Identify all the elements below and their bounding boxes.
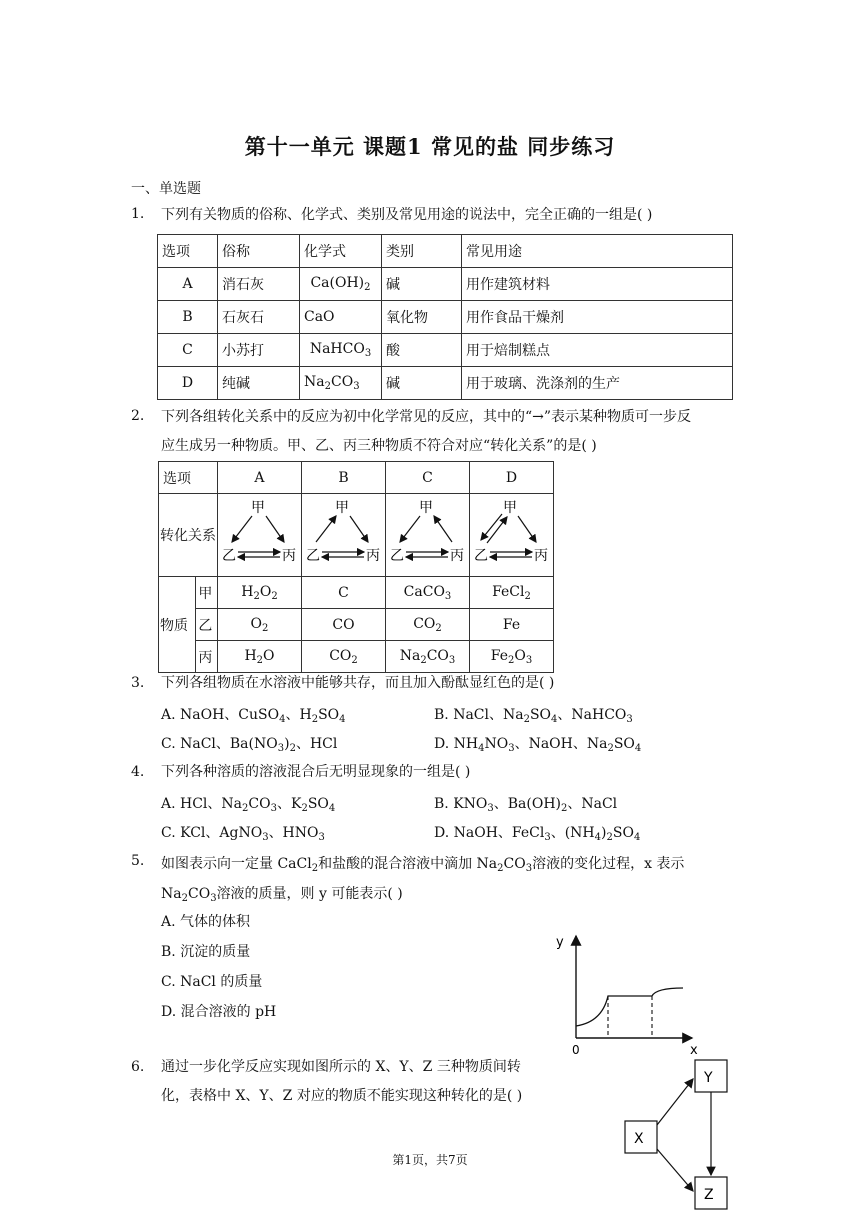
- q5-option-a: A. 气体的体积: [161, 914, 251, 930]
- node-bing: 丙: [449, 548, 464, 564]
- q5-option-c: C. NaCl 的质量: [161, 974, 263, 990]
- q5-line2: $Na_2CO_3$溶液的质量，则 y 可能表示( ): [161, 886, 403, 904]
- q6-diagram: [620, 1055, 740, 1215]
- table-row: [158, 334, 733, 367]
- q6-number: 6.: [131, 1059, 145, 1075]
- q1-number: 1.: [131, 206, 145, 222]
- conversion-diagram-b: [302, 494, 385, 572]
- table-row: [158, 268, 733, 301]
- node-yi: 乙: [221, 548, 236, 564]
- q4-option-d: D. NaOH、FeCl$_3$、$(NH_4)_2SO_4$: [434, 825, 641, 843]
- node-jia: 甲: [502, 500, 517, 516]
- q5-option-b: B. 沉淀的质量: [161, 944, 251, 960]
- q5-graph: [550, 930, 700, 1060]
- node-yi: 乙: [389, 548, 404, 564]
- q1-header-name: 俗称: [218, 235, 300, 268]
- cell: C: [301, 577, 385, 609]
- q1-option: D: [158, 367, 218, 400]
- q1-name: 纯碱: [218, 367, 300, 400]
- q2-col-a: A: [217, 462, 301, 494]
- arrow: [232, 516, 252, 542]
- curve: [576, 988, 683, 1026]
- q1-use: 用于玻璃、洗涤剂的生产: [462, 367, 733, 400]
- q1-formula: $Na_2CO_3$: [300, 367, 382, 400]
- arrow: [434, 516, 452, 542]
- q1-formula: NaHCO$_3$: [300, 334, 382, 367]
- cell: $H_2O_2$: [217, 577, 301, 609]
- cell: $O_2$: [217, 609, 301, 641]
- table-row: [158, 367, 733, 400]
- q4-option-c: C. KCl、AgNO$_3$、$HNO_3$: [161, 825, 325, 843]
- q5-line1: 如图表示向一定量 CaCl$_2$和盐酸的混合溶液中滴加 $Na_2CO_3$溶液的变化过程，x 表示: [161, 856, 685, 874]
- q2-line2: 应生成另一种物质。甲、乙、丙三种物质不符合对应“转化关系”的是( ): [161, 438, 597, 454]
- q1-header-use: 常见用途: [462, 235, 733, 268]
- cell: FeCl$_2$: [469, 577, 553, 609]
- q6-line1: 通过一步化学反应实现如图所示的 X、Y、Z 三种物质间转: [161, 1059, 521, 1075]
- arrow: [266, 516, 284, 542]
- q3-option-b: B. NaCl、$Na_2SO_4$、NaHCO$_3$: [434, 707, 633, 725]
- q1-formula: $Ca(OH)_2$: [300, 268, 382, 301]
- q1-option: A: [158, 268, 218, 301]
- q5-number: 5.: [131, 853, 145, 869]
- q2-header-option: 选项: [159, 462, 218, 494]
- arrow-x-to-y: [657, 1079, 693, 1125]
- conversion-diagram-a: [218, 494, 301, 572]
- q5-option-d: D. 混合溶液的 pH: [161, 1004, 277, 1020]
- node-yi: 乙: [305, 548, 320, 564]
- q2-line1: 下列各组转化关系中的反应为初中化学常见的反应，其中的“→”表示某种物质可一步反: [161, 409, 692, 425]
- q1-name: 小苏打: [218, 334, 300, 367]
- conversion-diagram-c: [386, 494, 469, 572]
- y-axis-label: y: [556, 935, 564, 950]
- node-yi: 乙: [473, 548, 488, 564]
- table-row: [159, 609, 554, 641]
- origin-label: 0: [572, 1043, 580, 1057]
- arrow: [316, 516, 336, 542]
- q1-name: 石灰石: [218, 301, 300, 334]
- arrow: [400, 516, 420, 542]
- q1-class: 氧化物: [382, 301, 462, 334]
- page-footer: 第1页，共7页: [392, 1153, 468, 1167]
- q2-number: 2.: [131, 408, 145, 424]
- page-title: 第十一单元 课题1 常见的盐 同步练习: [244, 134, 616, 159]
- q2-diagram-d: [469, 494, 553, 577]
- q1-name: 消石灰: [218, 268, 300, 301]
- node-bing: 丙: [365, 548, 380, 564]
- q3-option-c: C. NaCl、$Ba(NO_3)_2$、HCl: [161, 736, 338, 754]
- q1-formula: CaO: [300, 301, 382, 334]
- cell: $Fe_2O_3$: [469, 641, 553, 673]
- q1-class: 碱: [382, 268, 462, 301]
- section-heading: 一、单选题: [131, 181, 201, 197]
- arrow: [518, 516, 536, 542]
- q2-table: [158, 461, 554, 673]
- q4-number: 4.: [131, 764, 145, 780]
- q1-table: [157, 234, 733, 400]
- q4-text: 下列各种溶质的溶液混合后无明显现象的一组是( ): [161, 764, 471, 780]
- node-y: Y: [704, 1070, 713, 1086]
- node-bing: 丙: [281, 548, 296, 564]
- q3-text: 下列各组物质在水溶液中能够共存，而且加入酚酞显红色的是( ): [161, 675, 555, 691]
- table-row: [159, 577, 554, 609]
- table-row: [158, 301, 733, 334]
- cell: CO: [301, 609, 385, 641]
- q3-number: 3.: [131, 675, 145, 691]
- q1-text: 下列有关物质的俗称、化学式、类别及常见用途的说法中，完全正确的一组是( ): [161, 207, 653, 223]
- x-axis-label: x: [690, 1043, 698, 1058]
- arrow: [350, 516, 368, 542]
- q1-header-class: 类别: [382, 235, 462, 268]
- q2-col-b: B: [301, 462, 385, 494]
- q2-col-c: C: [385, 462, 469, 494]
- node-jia: 甲: [418, 500, 433, 516]
- q2-diagram-a: [217, 494, 301, 577]
- q1-class: 碱: [382, 367, 462, 400]
- node-z: Z: [704, 1187, 714, 1203]
- conversion-diagram-d: [470, 494, 553, 572]
- q1-class: 酸: [382, 334, 462, 367]
- table-row: [159, 462, 554, 494]
- q2-diagram-b: [301, 494, 385, 577]
- q6-line2: 化，表格中 X、Y、Z 对应的物质不能实现这种转化的是( ): [161, 1088, 523, 1104]
- q1-use: 用作食品干燥剂: [462, 301, 733, 334]
- node-bing: 丙: [533, 548, 548, 564]
- q2-row-yi: 乙: [196, 609, 218, 641]
- node-x: X: [634, 1131, 644, 1147]
- cell: $Na_2CO_3$: [385, 641, 469, 673]
- q1-use: 用作建筑材料: [462, 268, 733, 301]
- q2-diagram-c: [385, 494, 469, 577]
- q1-option: B: [158, 301, 218, 334]
- q2-header-relation: 转化关系: [159, 494, 218, 577]
- q2-row-jia: 甲: [196, 577, 218, 609]
- q1-header-option: 选项: [158, 235, 218, 268]
- table-row: [159, 494, 554, 577]
- q2-header-material: 物质: [159, 577, 196, 673]
- q3-option-d: D. $NH_4NO_3$、NaOH、$Na_2SO_4$: [434, 736, 642, 754]
- q3-option-a: A. NaOH、CuSO$_4$、$H_2SO_4$: [161, 707, 346, 725]
- cell: $CO_2$: [301, 641, 385, 673]
- q1-option: C: [158, 334, 218, 367]
- q1-header-formula: 化学式: [300, 235, 382, 268]
- q4-option-b: B. $KNO_3$、$Ba(OH)_2$、NaCl: [434, 796, 618, 814]
- q1-use: 用于焙制糕点: [462, 334, 733, 367]
- q2-col-d: D: [469, 462, 553, 494]
- table-row: [158, 235, 733, 268]
- q2-row-bing: 丙: [196, 641, 218, 673]
- cell: $H_2O$: [217, 641, 301, 673]
- cell: Fe: [469, 609, 553, 641]
- node-jia: 甲: [334, 500, 349, 516]
- node-jia: 甲: [250, 500, 265, 516]
- cell: CaCO$_3$: [385, 577, 469, 609]
- q4-option-a: A. HCl、$Na_2CO_3$、$K_2SO_4$: [161, 796, 336, 814]
- cell: $CO_2$: [385, 609, 469, 641]
